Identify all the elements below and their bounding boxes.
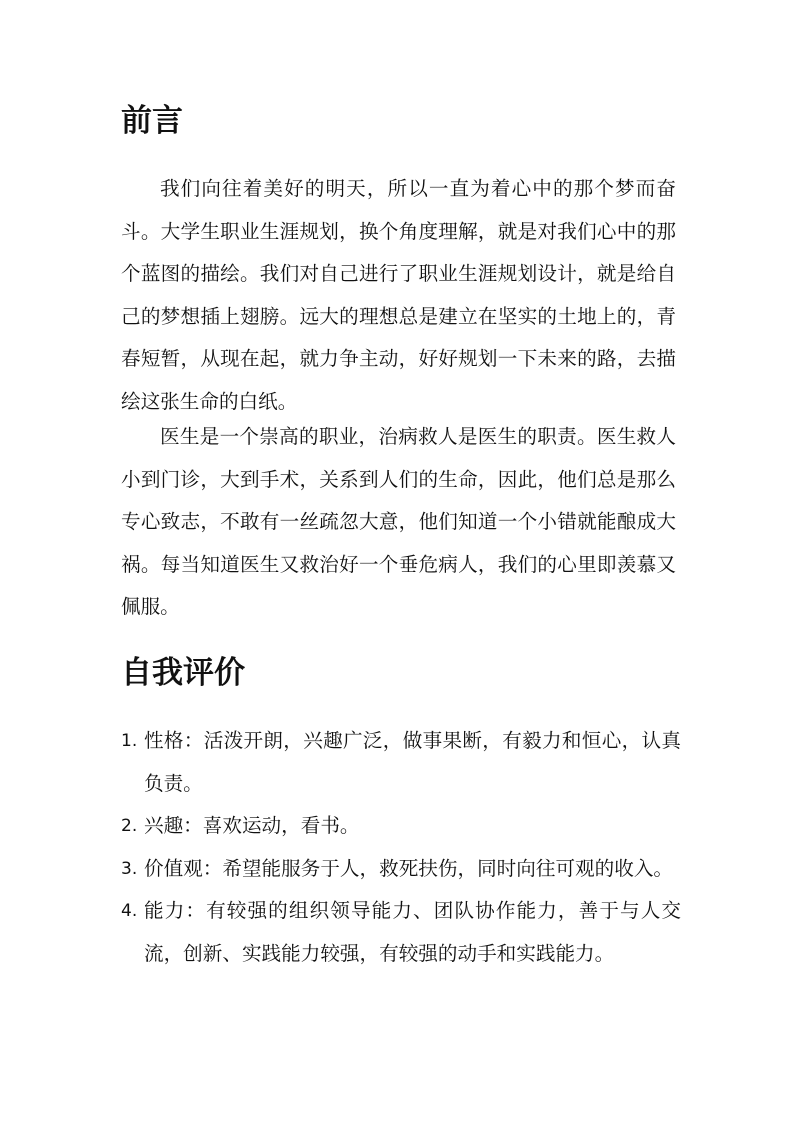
list-item-number: 1. xyxy=(121,731,138,751)
list-item-text: 价值观：希望能服务于人，救死扶伤，同时向往可观的收入。 xyxy=(144,856,674,880)
list-item-text: 兴趣：喜欢运动，看书。 xyxy=(144,814,360,838)
list-item xyxy=(121,890,681,975)
list-item xyxy=(121,805,681,848)
preface-paragraph-1: 我们向往着美好的明天，所以一直为着心中的那个梦而奋斗。大学生职业生涯规划，换个角度理解，就是对我们心中的那个蓝图的描绘。我们对自己进行了职业生涯规划设计，就是给自己的梦想插上翅膀。远大的理想总是建立在坚实的土地上的，青春短暂，从现在起，就力争主动，好好规划一下未来的路，去描绘这张生命的白纸。 xyxy=(121,177,676,413)
list-item-number: 4. xyxy=(121,901,138,922)
list-item xyxy=(121,848,681,891)
list-item-text: 性格：活泼开朗，兴趣广泛，做事果断，有毅力和恒心，认真负责。 xyxy=(144,729,681,795)
list-item-number: 2. xyxy=(121,816,138,837)
list-item xyxy=(121,720,681,805)
self-evaluation-heading: 自我评价 xyxy=(121,655,245,691)
preface-paragraph-2: 医生是一个崇高的职业，治病救人是医生的职责。医生救人小到门诊，大到手术，关系到人们的生命，因此，他们总是那么专心致志，不敢有一丝疏忽大意，他们知道一个小错就能酿成大祸。每当知道医生又救治好一个垂危病人，我们的心里即羡慕又佩服。 xyxy=(121,425,676,619)
list-item-text: 能力：有较强的组织领导能力、团队协作能力，善于与人交流，创新、实践能力较强，有较强的动手和实践能力。 xyxy=(144,899,681,965)
list-item-number: 3. xyxy=(121,858,138,879)
preface-heading: 前言 xyxy=(121,103,183,139)
self-evaluation-list xyxy=(121,720,681,976)
